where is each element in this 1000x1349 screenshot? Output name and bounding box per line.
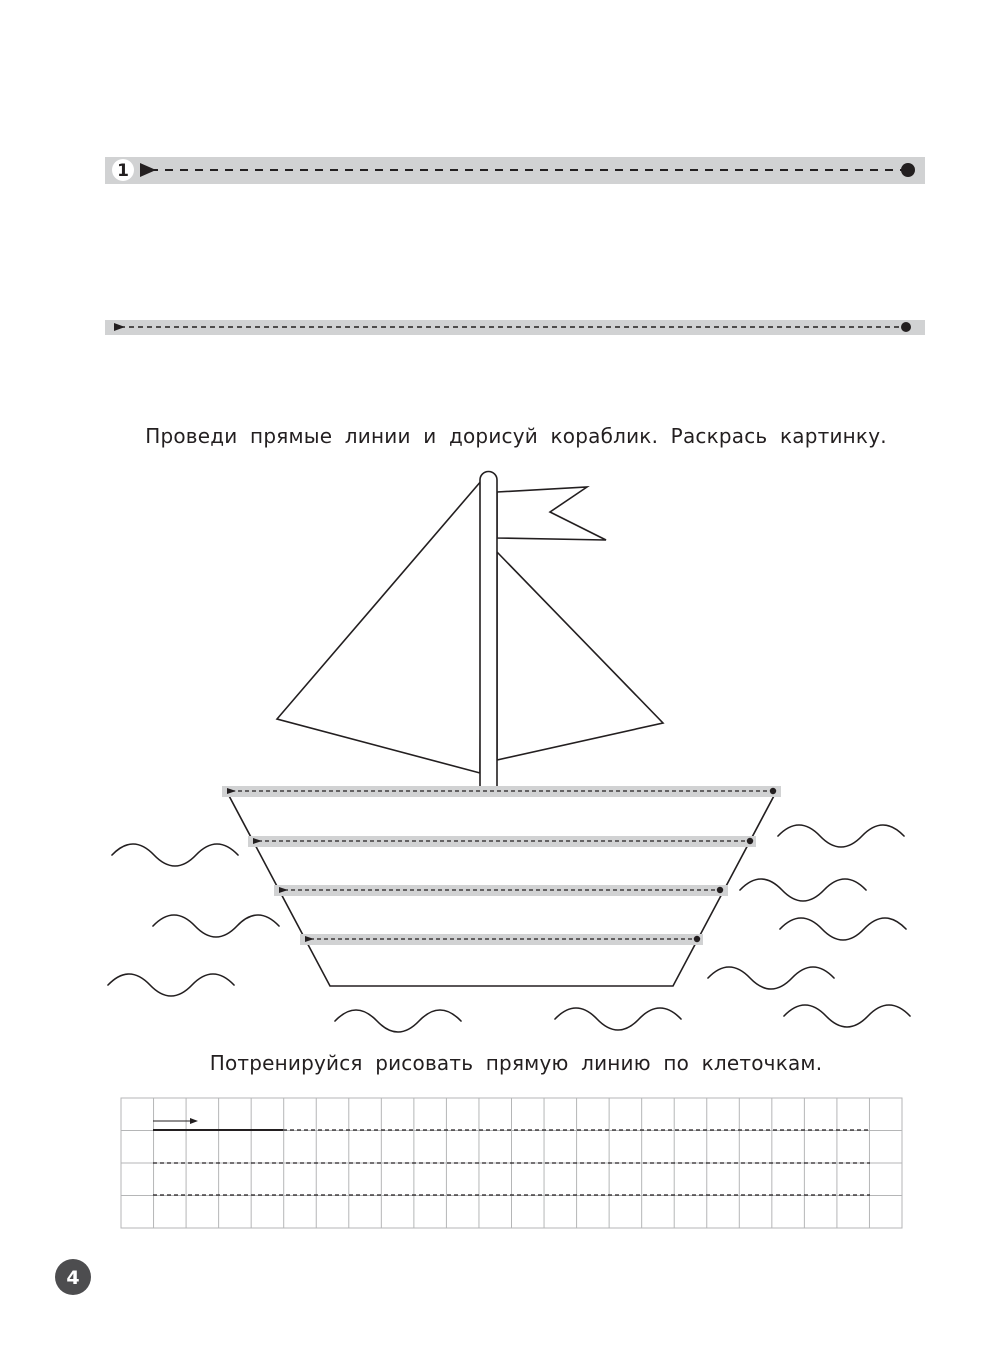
ship-drawing — [227, 472, 776, 987]
trace-line-1[interactable] — [105, 157, 925, 184]
hull-trace-line-4[interactable] — [300, 934, 703, 945]
trace-line-2[interactable] — [105, 320, 925, 335]
dot-icon — [901, 322, 911, 332]
step-number: 1 — [117, 161, 129, 181]
dot-icon — [770, 788, 776, 794]
hull-trace-line-1[interactable] — [222, 786, 781, 797]
wave — [153, 915, 279, 937]
dot-icon — [694, 936, 700, 942]
hull-trace-line-3[interactable] — [274, 885, 728, 896]
wave — [108, 974, 234, 996]
wave — [112, 844, 238, 866]
page-number-badge — [55, 1259, 91, 1295]
dot-icon — [747, 838, 753, 844]
right-sail — [497, 552, 663, 760]
wave — [784, 1005, 910, 1027]
instruction-grid: Потренируйся рисовать прямую линию по клеточкам. — [209, 1051, 823, 1075]
practice-grid[interactable] — [121, 1098, 902, 1228]
wave — [740, 879, 866, 901]
wave — [555, 1008, 681, 1030]
wave — [778, 825, 904, 847]
left-sail — [277, 480, 482, 773]
mast — [480, 472, 497, 791]
hull-trace-line-2[interactable] — [248, 836, 756, 847]
dot-icon — [717, 887, 723, 893]
waves — [108, 825, 910, 1032]
wave — [335, 1010, 461, 1032]
instruction-ship: Проведи прямые линии и дорисуй кораблик. Раскрась картинку. — [145, 424, 887, 448]
dot-icon — [901, 163, 915, 177]
page-number: 4 — [66, 1267, 80, 1289]
wave — [708, 967, 834, 989]
flag — [497, 487, 606, 540]
wave — [780, 918, 906, 940]
